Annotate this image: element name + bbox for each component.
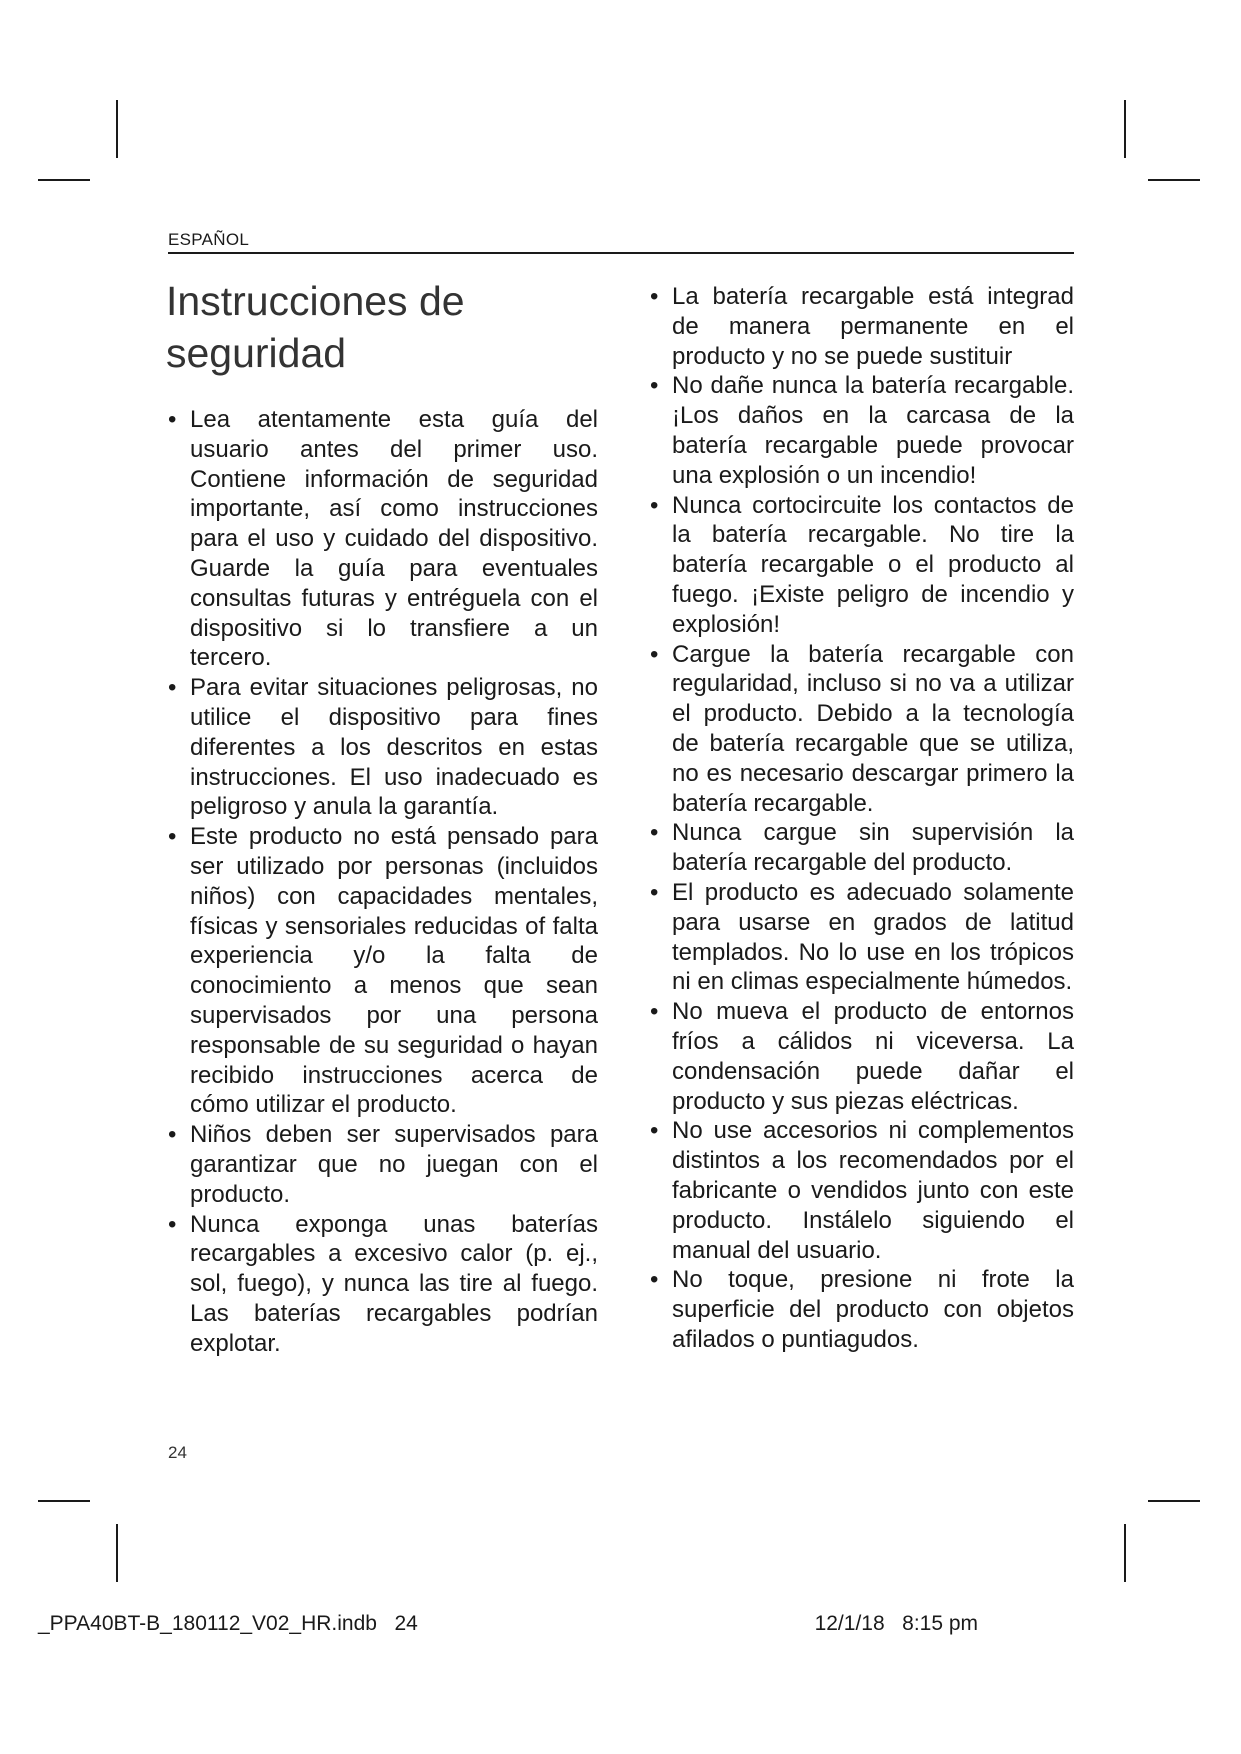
bullet-icon: •	[168, 674, 177, 702]
crop-mark-top-right-horizontal	[1148, 179, 1200, 181]
list-item-text: Cargue la batería recargable con regularidad, incluso si no va a utilizar el producto. Debido a la tecnología de batería recargable que se utiliza, no es necesario descargar primero la batería recargable.	[672, 640, 1074, 817]
bullet-icon: •	[168, 823, 177, 851]
bullet-icon: •	[168, 406, 177, 433]
header-divider	[168, 252, 1074, 254]
bullet-icon: •	[168, 1121, 177, 1149]
list-item-text: Nunca exponga unas baterías recargables a excesivo calor (p. ej., sol, fuego), y nunca las tire al fuego. Las baterías recargables podrían explotar.	[190, 1210, 598, 1357]
list-item-text: No dañe nunca la batería recargable. ¡Los daños en la carcasa de la batería recargable puede provocar una explosión o un incendio!	[672, 372, 1074, 489]
list-item-text: Este producto no está pensado para ser utilizado por personas (incluidos niños) con capacidades mentales, físicas y sensoriales reducidas of falta experiencia y/o la falta de conocimiento a menos que sean supervisados por una persona responsable de su seguridad o hayan recibido instrucciones acerca de cómo utilizar el producto.	[190, 823, 598, 1119]
page-title-line-2: seguridad	[166, 330, 347, 376]
list-item-text: Nunca cortocircuite los contactos de la batería recargable. No tire la batería recargable o el producto al fuego. ¡Existe peligro de incendio y explosión!	[672, 491, 1074, 638]
list-item	[648, 997, 1074, 1116]
crop-mark-bottom-right-vertical	[1124, 1524, 1126, 1582]
bullet-icon: •	[650, 283, 659, 310]
list-item-text: Lea atentamente esta guía del usuario antes del primer uso. Contiene información de seguridad importante, así como instrucciones para el uso y cuidado del dispositivo. Guarde la guía para eventuales consultas futuras y entréguela con el dispositivo si lo transfiere a un tercero.	[190, 406, 598, 672]
bullet-icon: •	[650, 372, 659, 400]
bullet-icon: •	[650, 1117, 659, 1145]
crop-mark-top-left-horizontal	[38, 179, 90, 181]
list-item	[166, 673, 598, 822]
bullet-icon: •	[650, 998, 659, 1026]
list-item-text: No toque, presione ni frote la superficie del producto con objetos afilados o puntiagudos.	[672, 1266, 1074, 1353]
list-item	[648, 491, 1074, 640]
list-item-text: No mueva el producto de entornos fríos a cálidos ni viceversa. La condensación puede dañar el producto y sus piezas eléctricas.	[672, 998, 1074, 1115]
list-item-text: La batería recargable está integrad de manera permanente en el producto y no se puede sustituir	[672, 283, 1074, 370]
list-item-text: No use accesorios ni complementos distintos a los recomendados por el fabricante o vendidos junto con este producto. Instálelo siguiendo el manual del usuario.	[672, 1117, 1074, 1264]
list-item-text: Nunca cargue sin supervisión la batería recargable del producto.	[672, 819, 1074, 877]
list-item-text: Para evitar situaciones peligrosas, no utilice el dispositivo para fines diferentes a los descritos en estas instrucciones. El uso inadecuado es peligroso y anula la garantía.	[190, 674, 598, 821]
bullet-icon: •	[168, 1210, 177, 1238]
list-item	[166, 1120, 598, 1209]
crop-mark-bottom-right-horizontal	[1148, 1500, 1200, 1502]
page-title	[166, 275, 606, 379]
crop-mark-bottom-left-horizontal	[38, 1500, 90, 1502]
list-item	[648, 282, 1074, 371]
print-slug: _PPA40BT-B_180112_V02_HR.indb 24 12/1/18 8:15 pm	[38, 1612, 979, 1635]
list-item	[166, 405, 598, 673]
page-number: 24	[168, 1443, 187, 1462]
safety-list-right	[648, 282, 1074, 1355]
crop-mark-bottom-left-vertical	[116, 1524, 118, 1582]
list-item	[648, 818, 1074, 878]
list-item	[166, 1210, 598, 1359]
list-item	[166, 822, 598, 1120]
section-language-label: ESPAÑOL	[168, 230, 250, 249]
bullet-icon: •	[650, 491, 659, 519]
list-item-text: El producto es adecuado solamente para usarse en grados de latitud templados. No lo use en los trópicos ni en climas especialmente húmedos.	[672, 878, 1074, 996]
crop-mark-top-left-vertical	[116, 100, 118, 158]
bullet-icon: •	[650, 819, 659, 847]
list-item	[648, 371, 1074, 490]
crop-mark-top-right-vertical	[1124, 100, 1126, 158]
list-item-text: Niños deben ser supervisados para garantizar que no juegan con el producto.	[190, 1121, 598, 1208]
list-item	[648, 640, 1074, 819]
bullet-icon: •	[650, 1266, 659, 1294]
list-item	[648, 1265, 1074, 1354]
bullet-icon: •	[650, 878, 659, 906]
list-item	[648, 1116, 1074, 1265]
page-title-line-1: Instrucciones de	[166, 278, 465, 324]
list-item	[648, 878, 1074, 997]
bullet-icon: •	[650, 640, 659, 668]
safety-list-left	[166, 405, 598, 1359]
